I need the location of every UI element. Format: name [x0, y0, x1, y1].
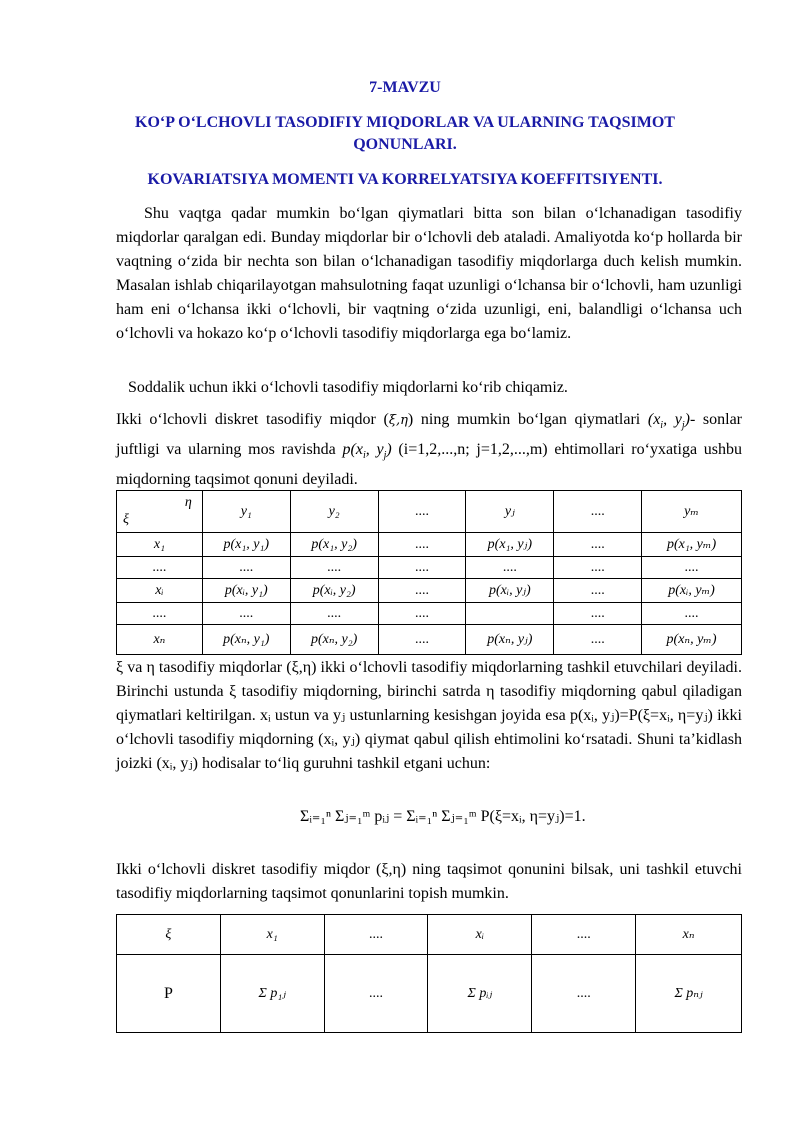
header-cell: .... — [590, 503, 605, 519]
table-cell: p(xᵢ, y₂) — [312, 582, 356, 598]
topic-title: KOʻP OʻLCHOVLI TASODIFIY MIQDORLAR VA ULARNING TAQSIMOT QONUNLARI. — [135, 114, 675, 153]
table-row — [117, 955, 742, 1033]
table-cell: p(xᵢ, yⱼ) — [489, 583, 531, 598]
topic-subtitle: KOVARIATSIYA MOMENTI VA KORRELYATSIYA KOEFFITSIYENTI. — [147, 171, 663, 188]
table-header-row — [117, 915, 742, 955]
table-cell: .... — [152, 559, 167, 575]
table-cell: Σ p₁ⱼ — [258, 986, 286, 1001]
header-cell: .... — [414, 503, 429, 519]
corner-cell — [117, 491, 203, 533]
table-header-row — [117, 491, 742, 533]
table-cell: p(x₁, y₂) — [311, 536, 357, 552]
header-cell: .... — [369, 926, 384, 942]
components-paragraph: ξ va η tasodifiy miqdorlar (ξ,η) ikki oʻlchovli tasodifiy miqdorlarning tashkil etuvchilari deyiladi. Birinchi ustunda ξ tasodifiy miqdorning, birinchi satrda η tasodifiy miqdorning qabul qiladigan qiymatlari keltirilgan. xᵢ ustun va yⱼ ustunlarning kesishgan joyida esa p(xᵢ, yⱼ)=P(ξ=xᵢ, η=yⱼ) ikki oʻlchovli tasodifiy miqdorning (xᵢ, yⱼ) qiymat qabul qilish ehtimolini koʻrsatadi. Shuni ta’kidlash joizki (xᵢ, yⱼ) hodisalar toʻliq guruhni tashkil etgani uchun: — [116, 659, 742, 772]
eta-label: η — [184, 495, 192, 510]
header-cell: y₁ — [240, 503, 252, 519]
table-cell: xᵢ — [155, 582, 164, 598]
table-cell: .... — [590, 631, 605, 647]
table-cell: .... — [414, 605, 429, 621]
table-row — [117, 579, 742, 603]
definition-paragraph: Ikki oʻlchovli diskret tasodifiy miqdor (ξ,η) ning mumkin boʻlgan qiymatlari ($x_i$, $y_j)-$ sonlar juftligi va ularning mos ravishda $p(x_i$, $y_j$) (i=1,2,...,n; j=1,2,...,m) ehtimollari roʻyxatiga ushbu miqdorning taqsimot qonuni deyiladi. — [116, 411, 743, 489]
table-cell: .... — [152, 605, 167, 621]
normalization-formula: Σᵢ₌₁ⁿ Σⱼ₌₁ᵐ pᵢⱼ = Σᵢ₌₁ⁿ Σⱼ₌₁ᵐ P(ξ=xᵢ, η=yⱼ)=1. — [300, 808, 586, 825]
table-cell: .... — [502, 559, 517, 575]
header-cell: x₁ — [266, 926, 278, 942]
table-cell: x₁ — [153, 536, 165, 552]
table-row — [117, 625, 742, 655]
header-cell: y₂ — [328, 503, 340, 519]
table-row — [117, 533, 742, 557]
table-cell: xₙ — [153, 632, 166, 647]
table-cell: p(xₙ, y₁) — [223, 632, 270, 647]
table-cell: .... — [576, 985, 591, 1001]
joint-distribution-table — [116, 490, 742, 655]
marginal-paragraph: Ikki oʻlchovli diskret tasodifiy miqdor (ξ,η) ning taqsimot qonunini bilsak, uni tashkil etuvchi tasodifiy miqdorlarning taqsimot qonunlarini topish mumkin. — [116, 861, 742, 902]
definition-text-c: - sonlar juftligi va ularning mos ravishda — [116, 411, 743, 459]
table-cell: p(x₁, y₁) — [223, 536, 270, 552]
table-cell: .... — [590, 559, 605, 575]
header-cell: yⱼ — [504, 504, 515, 519]
intro-paragraph: Shu vaqtga qadar mumkin boʻlgan qiymatlari bitta son bilan oʻlchanadigan tasodifiy miqdorlar qaralgan edi. Bunday miqdorlar bir oʻlchovli deb ataladi. Amaliyotda koʻp hollarda bir vaqtning oʻzida bir nechta son bilan oʻlchanadigan tasodifiy miqdorlarga duch kelish mumkin. Masalan ishlab chiqarilayotgan mahsulotning faqat uzunligi oʻlchansa bir oʻlchovli, ham uzunligi ham eni oʻlchansa ikki oʻlchovli, bir vaqtning oʻzida uzunligi, eni, balandligi oʻlchansa uch oʻlchovli va hokazo koʻp oʻlchovli tasodifiy miqdorlarga ega boʻlamiz. — [116, 205, 742, 342]
definition-text-b: ) ning mumkin boʻlgan qiymatlari — [407, 411, 648, 428]
table-row — [117, 557, 742, 579]
table-cell: p(xᵢ, yₘ) — [668, 583, 715, 598]
definition-text-a: Ikki oʻlchovli diskret tasodifiy miqdor ( — [116, 411, 389, 428]
topic-number: 7-MAVZU — [369, 79, 441, 96]
table-cell: .... — [369, 985, 384, 1001]
table-row — [117, 603, 742, 625]
header-cell: ξ — [165, 926, 172, 942]
table-cell: .... — [239, 605, 254, 621]
table-cell: .... — [590, 605, 605, 621]
header-cell: xₙ — [682, 927, 695, 942]
table-cell: p(xₙ, yₘ) — [666, 632, 717, 647]
table-cell: Σ pᵢⱼ — [467, 986, 493, 1001]
table-cell: .... — [684, 605, 699, 621]
table-cell: .... — [414, 559, 429, 575]
simplicity-paragraph: Soddalik uchun ikki oʻlchovli tasodifiy miqdorlarni koʻrib chiqamiz. — [128, 379, 568, 396]
marginal-distribution-table — [116, 914, 742, 1033]
table-cell: p(xₙ, y₂) — [310, 632, 358, 647]
table-cell: p(x₁, yₘ) — [666, 537, 717, 552]
table-cell: p(xₙ, yⱼ) — [487, 632, 533, 647]
table-cell: .... — [327, 605, 342, 621]
table-cell: .... — [414, 631, 429, 647]
table-cell: .... — [414, 536, 429, 552]
table-cell: p(xᵢ, y₁) — [224, 582, 268, 598]
table-cell: .... — [590, 582, 605, 598]
header-cell: xᵢ — [475, 926, 485, 942]
header-cell: .... — [576, 926, 591, 942]
table-cell: p(x₁, yⱼ) — [487, 537, 532, 552]
row-label: P — [163, 984, 173, 1002]
xi-label: ξ — [123, 512, 129, 527]
table-cell: .... — [239, 559, 254, 575]
table-cell: .... — [590, 536, 605, 552]
header-cell: yₘ — [684, 504, 699, 519]
definition-text-d: (i=1,2,...,n; j=1,2,...,m) ehtimollari roʻyxatiga ushbu miqdorning taqsimot qonuni deyiladi. — [116, 441, 743, 489]
table-cell: Σ pₙⱼ — [674, 986, 703, 1001]
table-cell: .... — [327, 559, 342, 575]
table-cell: .... — [414, 582, 429, 598]
table-cell: .... — [684, 559, 699, 575]
